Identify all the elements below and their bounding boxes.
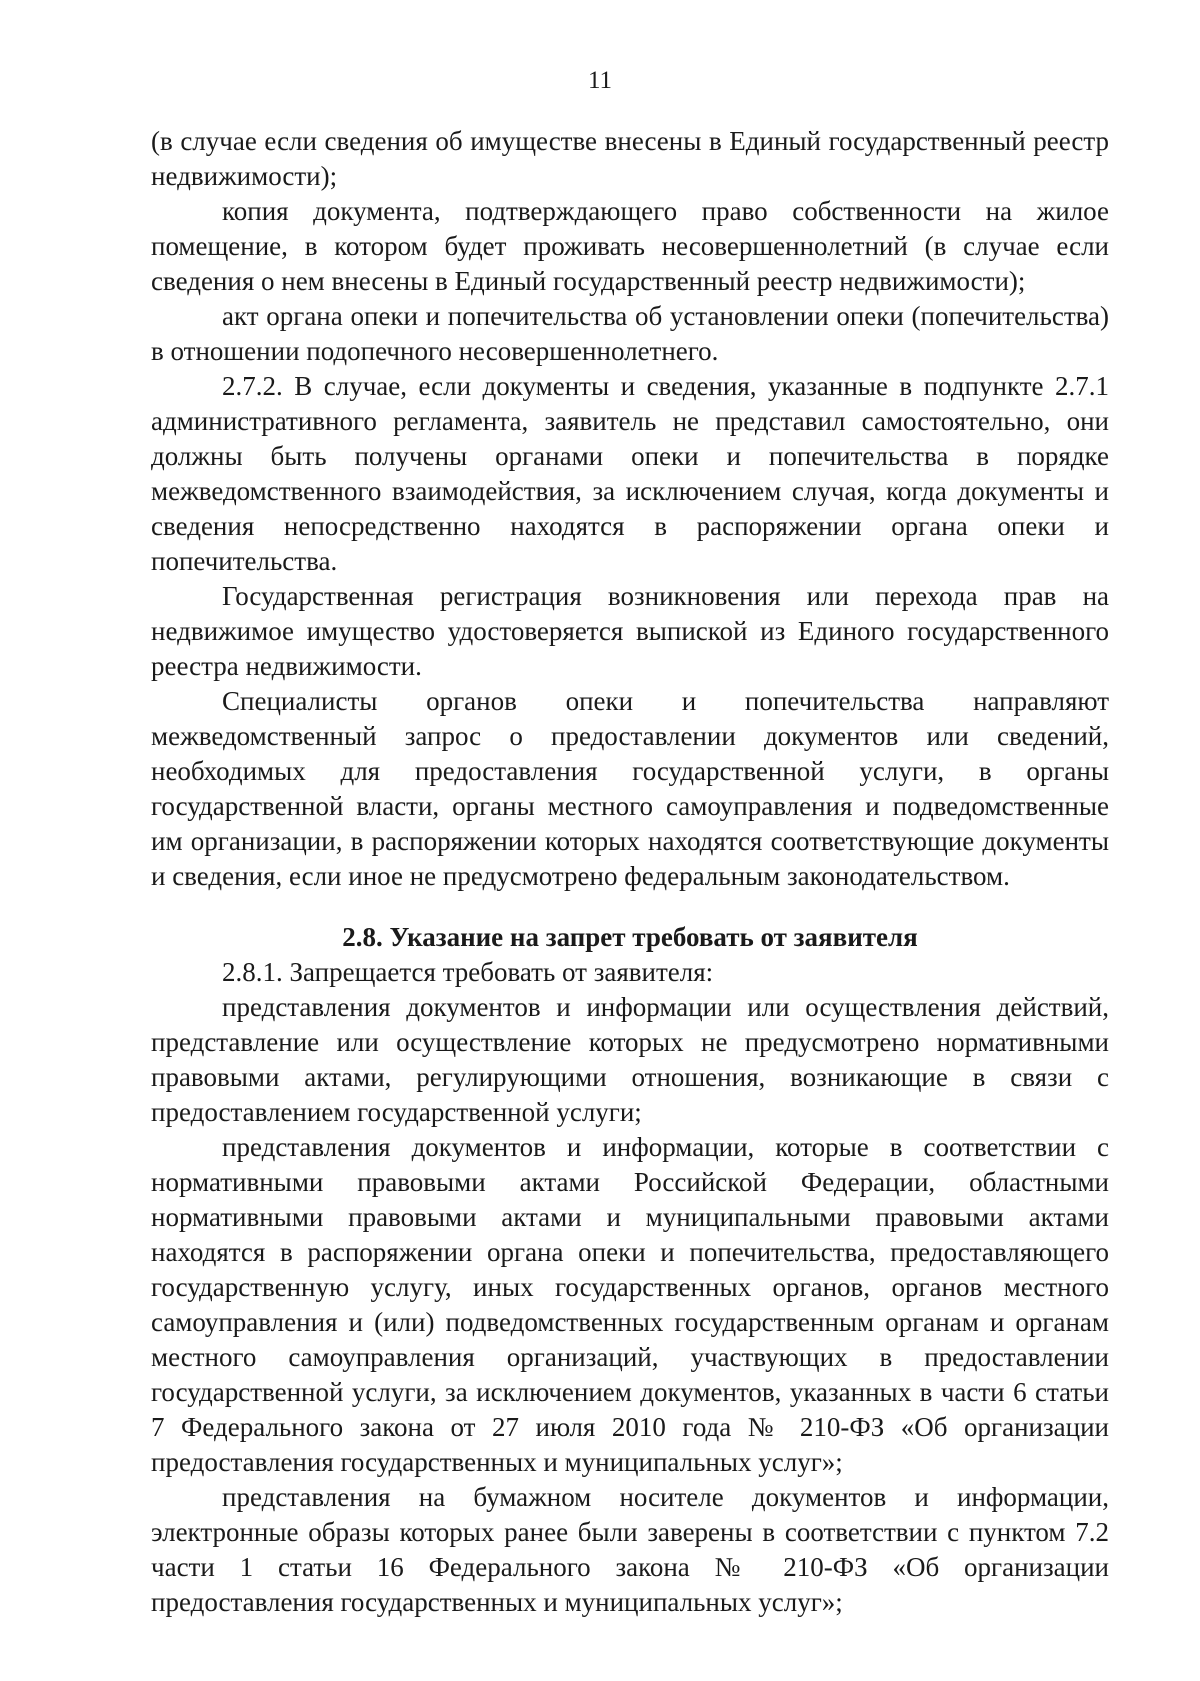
paragraph: копия документа, подтверждающего право собственности на жилое помещение, в котором будет проживать несовершеннолетний (в случае если сведения о нем внесены в Единый государственный реестр недвижимости);	[151, 196, 1109, 296]
paragraph: Специалисты органов опеки и попечительства направляют межведомственный запрос о предоставлении документов или сведений, необходимых для предоставления государственной услуги, в органы государственной власти, органы местного самоуправления и подведомственные им организации, в распоряжении которых находятся соответствующие документы и сведения, если иное не предусмотрено федеральным законодательством.	[151, 686, 1109, 891]
paragraph: Государственная регистрация возникновения или перехода прав на недвижимое имущество удостоверяется выпиской из Единого государственного реестра недвижимости.	[151, 581, 1109, 681]
paragraph: представления на бумажном носителе документов и информации, электронные образы которых ранее были заверены в соответствии с пунктом 7.2 части 1 статьи 16 Федерального закона № 210-ФЗ «Об организации предоставления государственных и муниципальных услуг»;	[151, 1482, 1109, 1617]
section-heading: 2.8. Указание на запрет требовать от заявителя	[342, 922, 918, 952]
paragraph: 2.7.2. В случае, если документы и сведения, указанные в подпункте 2.7.1 административного регламента, заявитель не представил самостоятельно, они должны быть получены органами опеки и попечительства в порядке межведомственного взаимодействия, за исключением случая, когда документы и сведения непосредственно находятся в распоряжении органа опеки и попечительства.	[151, 371, 1109, 576]
page-number: 11	[587, 67, 613, 94]
paragraph-continuation: (в случае если сведения об имуществе внесены в Единый государственный реестр недвижимости);	[151, 126, 1109, 191]
paragraph: акт органа опеки и попечительства об установлении опеки (попечительства) в отношении подопечного несовершеннолетнего.	[151, 301, 1109, 366]
document-body	[151, 124, 1109, 1620]
paragraph: представления документов и информации или осуществления действий, представление или осуществление которых не предусмотрено нормативными правовыми актами, регулирующими отношения, возникающие в связи с предоставлением государственной услуги;	[151, 992, 1109, 1127]
paragraph: представления документов и информации, которые в соответствии с нормативными правовыми актами Российской Федерации, областными нормативными правовыми актами и муниципальными правовыми актами находятся в распоряжении органа опеки и попечительства, предоставляющего государственную услугу, иных государственных органов, органов местного самоуправления и (или) подведомственных государственным органам и органам местного самоуправления организаций, участвующих в предоставлении государственной услуги, за исключением документов, указанных в части 6 статьи 7 Федерального закона от 27 июля 2010 года № 210-ФЗ «Об организации предоставления государственных и муниципальных услуг»;	[151, 1132, 1109, 1477]
paragraph: 2.8.1. Запрещается требовать от заявителя:	[222, 957, 714, 987]
